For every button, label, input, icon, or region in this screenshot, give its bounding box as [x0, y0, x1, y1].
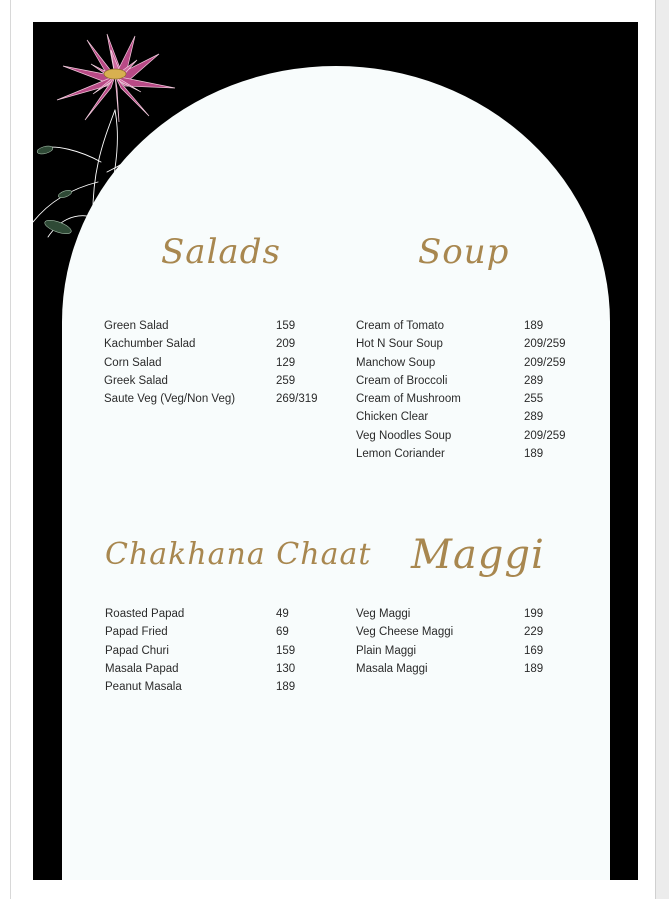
menu-arch-panel: [62, 66, 610, 880]
item-price: 229: [524, 626, 544, 639]
item-price: 189: [524, 448, 544, 461]
soup-menu-list: [356, 317, 586, 463]
list-item: [104, 335, 334, 353]
chakhana-chaat-menu-list: [105, 605, 335, 696]
list-item: [356, 372, 586, 390]
item-price: 209/259: [524, 429, 566, 442]
item-name: Green Salad: [104, 320, 169, 332]
list-item: [356, 642, 586, 660]
item-name: Masala Maggi: [356, 662, 428, 675]
maggi-menu-list: [356, 605, 586, 678]
list-item: [356, 354, 586, 372]
list-item: [356, 660, 586, 678]
list-item: [356, 408, 586, 426]
item-price: 189: [276, 681, 296, 694]
section-heading-soup: Soup: [418, 232, 510, 272]
item-price: 169: [524, 644, 544, 657]
list-item: [105, 660, 335, 678]
item-price: 189: [524, 320, 544, 332]
item-price: 255: [524, 393, 544, 406]
item-price: 269/319: [276, 393, 318, 406]
list-item: [356, 445, 586, 463]
item-name: Corn Salad: [104, 356, 162, 369]
item-price: 209: [276, 338, 296, 351]
item-price: 199: [524, 608, 544, 620]
item-name: Cream of Tomato: [356, 320, 444, 332]
list-item: [356, 390, 586, 408]
item-price: 209/259: [524, 338, 566, 351]
item-name: Hot N Sour Soup: [356, 338, 443, 351]
item-name: Plain Maggi: [356, 644, 417, 657]
item-name: Cream of Mushroom: [356, 393, 461, 406]
item-name: Peanut Masala: [105, 681, 182, 694]
item-price: 189: [524, 662, 544, 675]
list-item: [356, 623, 586, 641]
document-left-border: [10, 0, 11, 899]
item-name: Saute Veg (Veg/Non Veg): [104, 393, 236, 406]
item-name: Roasted Papad: [105, 608, 185, 620]
item-name: Kachumber Salad: [104, 338, 196, 351]
list-item: [105, 623, 335, 641]
item-name: Papad Churi: [105, 644, 169, 657]
list-item: [105, 642, 335, 660]
item-name: Lemon Coriander: [356, 448, 445, 461]
list-item: [104, 354, 334, 372]
item-price: 130: [276, 662, 296, 675]
item-name: Veg Cheese Maggi: [356, 626, 454, 639]
item-price: 49: [276, 608, 289, 620]
list-item: [104, 317, 334, 335]
list-item: [356, 605, 586, 623]
item-price: 209/259: [524, 356, 566, 369]
item-name: Manchow Soup: [356, 356, 436, 369]
section-heading-salads: Salads: [161, 232, 281, 272]
item-name: Veg Maggi: [356, 608, 411, 620]
list-item: [105, 605, 335, 623]
item-price: 289: [524, 374, 544, 387]
list-item: [356, 317, 586, 335]
list-item: [104, 390, 334, 408]
list-item: [356, 335, 586, 353]
list-item: [104, 372, 334, 390]
item-name: Greek Salad: [104, 374, 168, 387]
item-name: Veg Noodles Soup: [356, 429, 452, 442]
scrollbar[interactable]: [655, 0, 669, 899]
item-name: Chicken Clear: [356, 411, 429, 424]
section-heading-chakhana-chaat: Chakhana Chaat: [105, 537, 372, 572]
item-price: 259: [276, 374, 296, 387]
item-price: 159: [276, 320, 296, 332]
item-price: 289: [524, 411, 544, 424]
item-price: 159: [276, 644, 296, 657]
item-name: Cream of Broccoli: [356, 374, 448, 387]
menu-page: [33, 22, 638, 880]
section-heading-maggi: Maggi: [411, 532, 545, 578]
salads-menu-list: [104, 317, 334, 408]
item-name: Papad Fried: [105, 626, 168, 639]
item-price: 129: [276, 356, 296, 369]
list-item: [105, 678, 335, 696]
item-price: 69: [276, 626, 289, 639]
item-name: Masala Papad: [105, 662, 179, 675]
list-item: [356, 427, 586, 445]
